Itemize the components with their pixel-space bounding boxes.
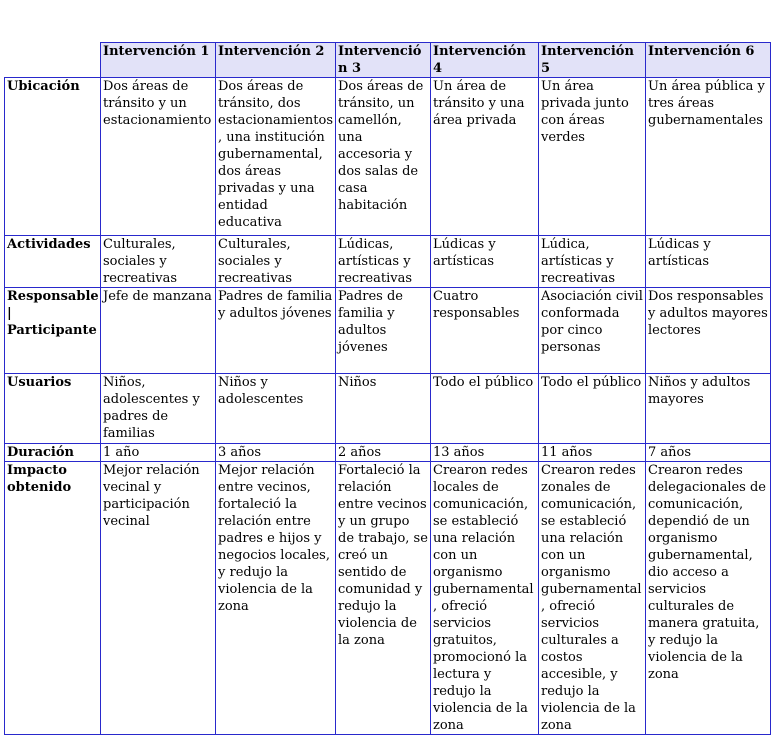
header-intervencion-2: Intervención 2 — [216, 43, 336, 78]
cell-ubicacion-i6: Un área pública y tres áreas gubernamentales — [646, 78, 771, 236]
table-row-usuarios — [5, 374, 771, 444]
cell-impacto-i5: Crearon redes zonales de comunicación, se estableció una relación con un organismo gubernamental, ofreció servicios culturales a costos accesible, y redujo la violencia de la zona — [539, 462, 646, 735]
corner-cell — [5, 43, 101, 78]
cell-actividades-i4: Lúdicas y artísticas — [431, 236, 539, 288]
interventions-comparison-table-container — [4, 42, 771, 735]
cell-impacto-i4: Crearon redes locales de comunicación, se estableció una relación con un organismo gubernamental, ofreció servicios gratuitos, promocionó la lectura y redujo la violencia de la zona — [431, 462, 539, 735]
header-intervencion-6: Intervención 6 — [646, 43, 771, 78]
cell-usuarios-i4: Todo el público — [431, 374, 539, 444]
cell-duracion-i3: 2 años — [336, 444, 431, 462]
cell-duracion-i6: 7 años — [646, 444, 771, 462]
row-label-duracion: Duración — [5, 444, 101, 462]
cell-ubicacion-i2: Dos áreas de tránsito, dos estacionamientos, una institución gubernamental, dos áreas privadas y una entidad educativa — [216, 78, 336, 236]
cell-ubicacion-i5: Un área privada junto con áreas verdes — [539, 78, 646, 236]
table-header-row — [5, 43, 771, 78]
cell-ubicacion-i4: Un área de tránsito y una área privada — [431, 78, 539, 236]
cell-impacto-i2: Mejor relación entre vecinos, fortaleció la relación entre padres e hijos y negocios locales, y redujo la violencia de la zona — [216, 462, 336, 735]
cell-responsable-i5: Asociación civil conformada por cinco personas — [539, 288, 646, 374]
row-label-impacto: Impacto obtenido — [5, 462, 101, 735]
cell-duracion-i4: 13 años — [431, 444, 539, 462]
cell-responsable-i6: Dos responsables y adultos mayores lectores — [646, 288, 771, 374]
table-row-actividades — [5, 236, 771, 288]
cell-responsable-i4: Cuatro responsables — [431, 288, 539, 374]
cell-ubicacion-i3: Dos áreas de tránsito, un camellón, una accesoria y dos salas de casa habitación — [336, 78, 431, 236]
header-intervencion-1: Intervención 1 — [101, 43, 216, 78]
cell-actividades-i1: Culturales, sociales y recreativas — [101, 236, 216, 288]
table-row-responsable — [5, 288, 771, 374]
table-row-ubicacion — [5, 78, 771, 236]
cell-actividades-i3: Lúdicas, artísticas y recreativas — [336, 236, 431, 288]
cell-ubicacion-i1: Dos áreas de tránsito y un estacionamiento — [101, 78, 216, 236]
cell-impacto-i6: Crearon redes delegacionales de comunicación, dependió de un organismo gubernamental, dio acceso a servicios culturales de manera gratuita, y redujo la violencia de la zona — [646, 462, 771, 735]
row-label-ubicacion: Ubicación — [5, 78, 101, 236]
header-intervencion-4: Intervención 4 — [431, 43, 539, 78]
header-intervencion-3: Intervención 3 — [336, 43, 431, 78]
cell-usuarios-i1: Niños, adolescentes y padres de familias — [101, 374, 216, 444]
table-row-duracion — [5, 444, 771, 462]
cell-usuarios-i2: Niños y adolescentes — [216, 374, 336, 444]
cell-actividades-i6: Lúdicas y artísticas — [646, 236, 771, 288]
cell-responsable-i3: Padres de familia y adultos jóvenes — [336, 288, 431, 374]
cell-responsable-i1: Jefe de manzana — [101, 288, 216, 374]
cell-duracion-i5: 11 años — [539, 444, 646, 462]
row-label-actividades: Actividades — [5, 236, 101, 288]
row-label-responsable: Responsable | Participante — [5, 288, 101, 374]
header-intervencion-5: Intervención 5 — [539, 43, 646, 78]
table-row-impacto — [5, 462, 771, 735]
cell-usuarios-i5: Todo el público — [539, 374, 646, 444]
cell-responsable-i2: Padres de familia y adultos jóvenes — [216, 288, 336, 374]
row-label-usuarios: Usuarios — [5, 374, 101, 444]
cell-duracion-i1: 1 año — [101, 444, 216, 462]
cell-usuarios-i3: Niños — [336, 374, 431, 444]
cell-duracion-i2: 3 años — [216, 444, 336, 462]
cell-impacto-i3: Fortaleció la relación entre vecinos y un grupo de trabajo, se creó un sentido de comunidad y redujo la violencia de la zona — [336, 462, 431, 735]
interventions-table — [4, 42, 771, 735]
cell-usuarios-i6: Niños y adultos mayores — [646, 374, 771, 444]
cell-actividades-i2: Culturales, sociales y recreativas — [216, 236, 336, 288]
cell-actividades-i5: Lúdica, artísticas y recreativas — [539, 236, 646, 288]
cell-impacto-i1: Mejor relación vecinal y participación vecinal — [101, 462, 216, 735]
